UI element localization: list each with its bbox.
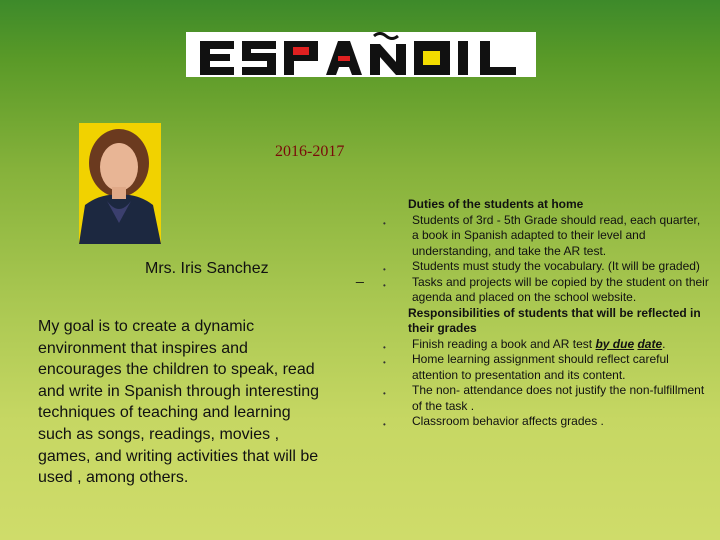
list-item: • Students must study the vocabulary. (It will be graded) — [380, 259, 710, 275]
teacher-photo — [79, 123, 161, 244]
duties-heading: Duties of the students at home — [408, 197, 584, 211]
teacher-name: Mrs. Iris Sanchez — [145, 260, 269, 277]
list-item: • Finish reading a book and AR test by due date. — [380, 337, 710, 353]
bullet-icon: • — [383, 218, 386, 228]
responsibilities-list — [380, 337, 710, 430]
bullet-icon: • — [383, 265, 386, 274]
bullet-icon: • — [383, 389, 386, 398]
bullet-icon: • — [383, 420, 386, 429]
list-item: • Tasks and projects will be copied by the student on their agenda and placed on the school website. — [383, 274, 709, 304]
espanol-logo — [186, 32, 536, 77]
bullet-icon: • — [383, 358, 386, 367]
bullet-icon: • — [383, 280, 386, 290]
responsibilities-heading: Responsibilities of students that will be reflected in their grades — [408, 305, 701, 335]
duties-list — [380, 213, 710, 306]
list-item: • Home learning assignment should reflect careful attention to presentation and its content. — [383, 352, 669, 382]
school-year: 2016-2017 — [275, 143, 345, 160]
list-item: • Classroom behavior affects grades . — [380, 414, 710, 430]
goal-statement: My goal is to create a dynamic environment that inspires and encourages the children to speak, read and write in Spanish through interesting techniques of teaching and learning such as songs, readings, movies , games, and writing activities that will be used , among others. — [38, 318, 320, 487]
list-item: • Students of 3rd - 5th Grade should read, each quarter, a book in Spanish adapted to their level and understanding, and take the AR test. — [383, 212, 701, 258]
underscore-mark: _ — [356, 267, 364, 283]
list-item: • The non- attendance does not justify the non-fulfillment of the task . — [383, 383, 705, 413]
bullet-icon: • — [383, 342, 386, 352]
duties-section — [380, 197, 710, 430]
espanol-logo-art — [186, 32, 536, 77]
